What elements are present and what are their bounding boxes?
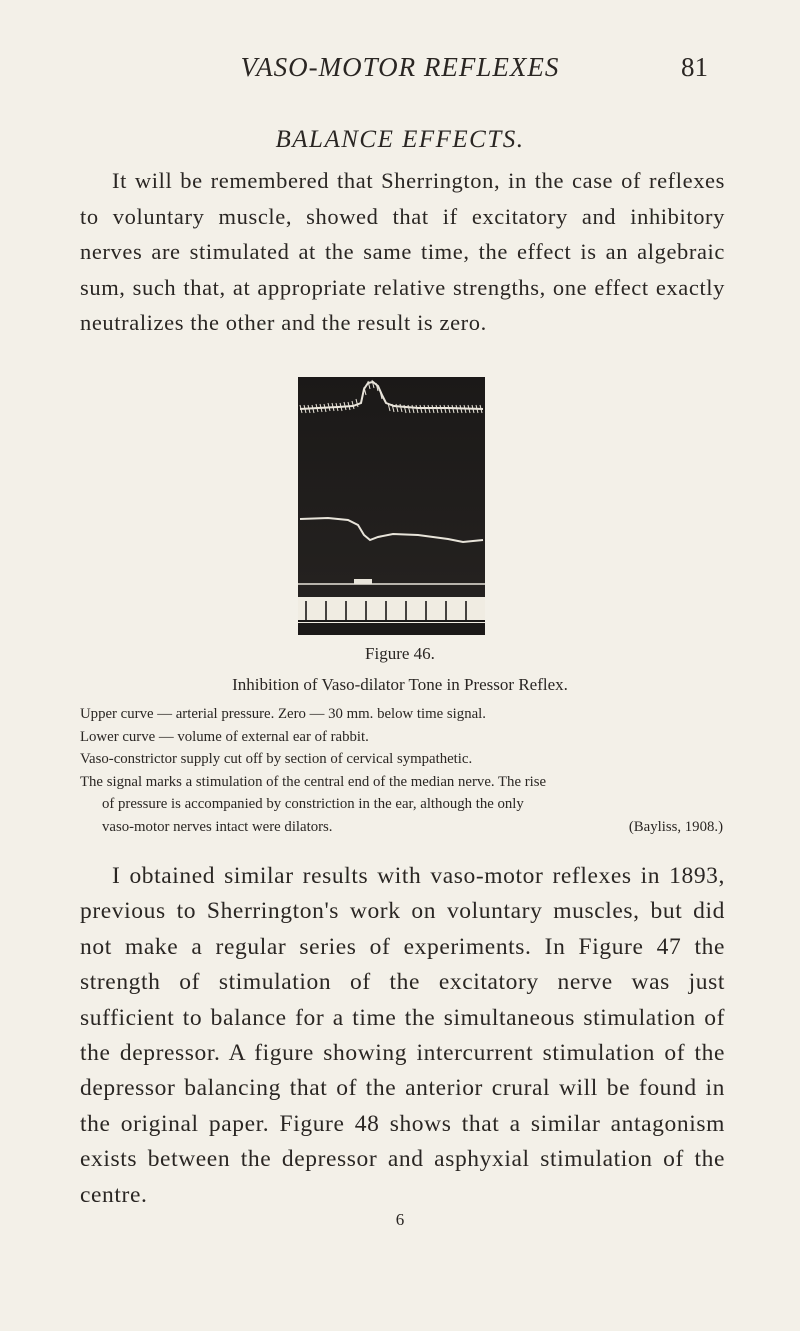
figure-label: Figure 46. — [365, 644, 435, 663]
stimulus-signal — [354, 579, 372, 584]
legend-line-last — [80, 816, 725, 839]
figure-reference: (Bayliss, 1908.) — [628, 818, 723, 835]
section-title: BALANCE EFFECTS. — [275, 126, 525, 153]
legend-line: Upper curve — arterial pressure. Zero — 30 mm. below time signal. — [80, 706, 486, 722]
signature-mark: 6 — [395, 1210, 405, 1229]
legend-line: of pressure is accompanied by constriction in the ear, although the only — [102, 796, 524, 812]
running-head: VASO-MOTOR REFLEXES — [240, 52, 560, 82]
legend-line: The signal marks a stimulation of the central end of the median nerve. The rise — [80, 773, 547, 790]
page-header — [0, 52, 800, 92]
figure-legend — [80, 703, 725, 838]
legend-line: Lower curve — volume of external ear of rabbit. — [80, 728, 369, 745]
paragraph-1 — [80, 163, 725, 341]
paragraph-2-text: I obtained similar results with vaso-motor reflexes in 1893, previous to Sherrington's work on voluntary muscles, but did not make a regular series of experiments. In Figure 47 the strength of stimulation of the excitatory nerve was just sufficient to balance for a time the simultaneous stimulation of the depressor. A figure showing intercurrent stimulation of the depressor balancing that of the anterior crural will be found in the original paper. Figure 48 shows that a similar antagonism exists between the depressor and asphyxial stimulation of the centre. — [80, 863, 725, 1208]
paragraph-2 — [80, 859, 725, 1213]
figure-title: Inhibition of Vaso-dilator Tone in Pressor Reflex. — [232, 675, 568, 694]
legend-line: Vaso-constrictor supply cut off by section of cervical sympathetic. — [80, 751, 473, 767]
page-number: 81 — [681, 52, 708, 82]
legend-line-text: vaso-motor nerves intact were dilators. — [102, 818, 333, 835]
kymograph-figure — [298, 377, 485, 635]
paragraph-1-text: It will be remembered that Sherrington, in the case of reflexes to voluntary muscle, showed that if excitatory and inhibitory nerves are stimulated at the same time, the effect is an algebraic sum, such that, at appropriate relative strengths, one effect exactly neutralizes the other and the result is zero. — [80, 168, 725, 335]
kymograph-trace-image — [298, 377, 485, 635]
